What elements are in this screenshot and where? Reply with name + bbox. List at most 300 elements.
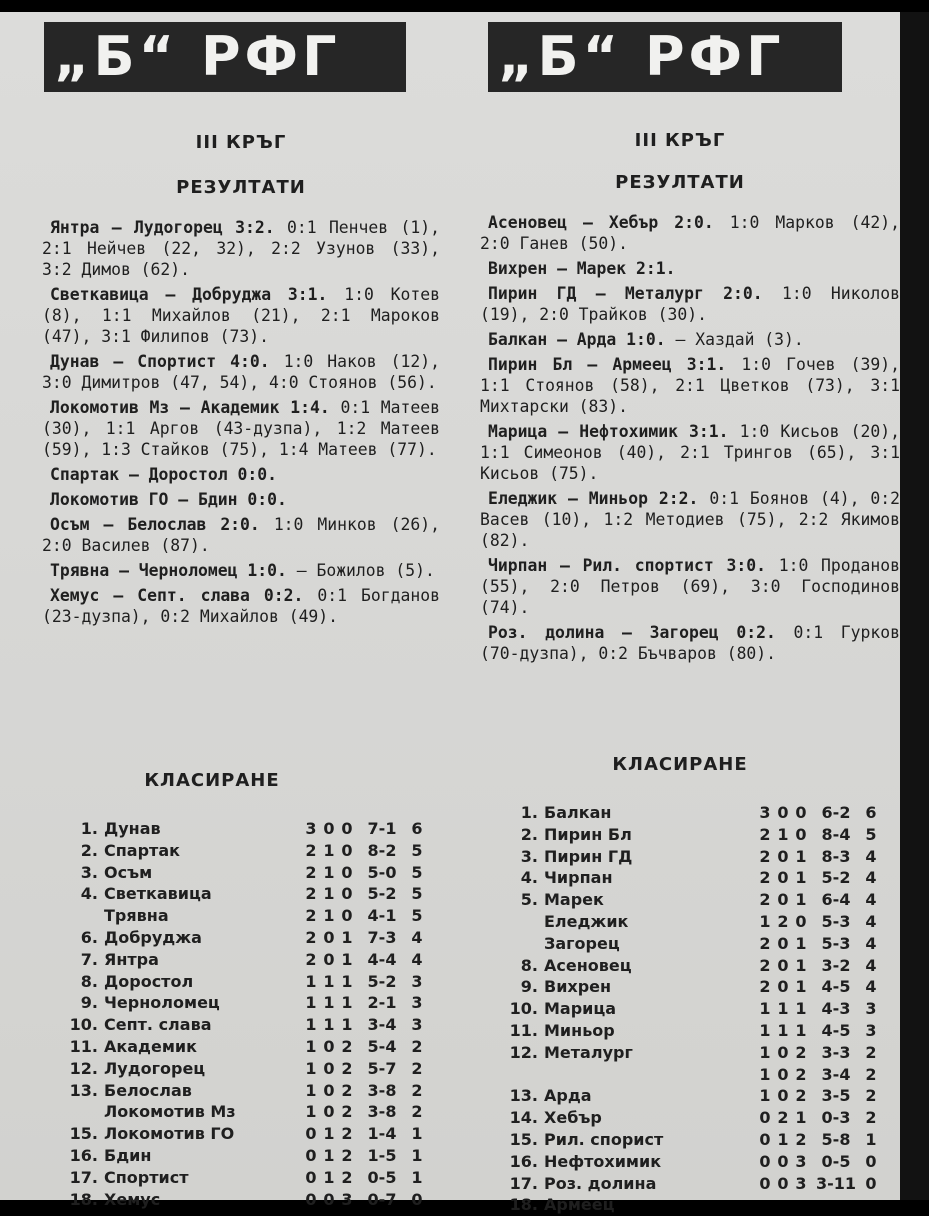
match-scorers: 1:0 Николов (19), 2:0 Трайков (30). [480,284,900,324]
match-scorers: 1:0 Наков (12), 3:0 Димитров (47, 54), 4:0 Стоянов (56). [42,352,440,392]
wins [756,1194,774,1216]
match-score: Балкан — Арда 1:0. [488,330,666,349]
standings-row [502,1194,880,1216]
match-score: Асеновец — Хебър 2:0. [488,213,714,232]
draws: 2 [777,911,789,931]
losses: 1 [341,1015,353,1035]
match-scorers: 0:1 Пенчев (1), 2:1 Нейчев (22, 32), 2:2 Узунов (33), 3:2 Димов (62). [42,218,440,279]
losses: 1 [795,890,807,910]
draws: 0 [777,1086,789,1106]
draws: 1 [323,993,335,1013]
standings-row [62,927,426,949]
match-scorers: 0:1 Гурков (70-дузпа), 0:2 Бъчваров (80). [480,623,900,663]
standings-row [502,867,880,889]
team-name: Доростол [104,971,194,991]
goal-difference: 1-4 [367,1124,397,1144]
match-scorers: 1:0 Котев (8), 1:1 Михайлов (21), 2:1 Мароков (47), 3:1 Филипов (73). [42,285,441,346]
position: 14. [509,1108,538,1128]
position: 12. [69,1058,98,1078]
team-name: Дунав [104,819,161,838]
standings-row [502,1151,880,1173]
standings-row [502,1042,880,1064]
losses: 1 [341,993,353,1013]
position: 18. [509,1195,538,1215]
goal-difference: 5-7 [367,1058,397,1078]
points: 4 [411,949,423,969]
standings-row [62,1189,426,1211]
goal-difference: 5-8 [821,1129,851,1149]
results-heading: РЕЗУЛТАТИ [615,172,745,193]
draws: 0 [777,868,789,888]
match-scorers: 0:1 Боянов (4), 0:2 Васев (10), 1:2 Методиев (75), 2:2 Якимов (82). [480,489,901,550]
draws: 0 [777,1042,789,1062]
losses: 1 [341,927,353,947]
standings-row [502,911,880,933]
points: 6 [865,803,877,822]
goal-difference: 8-2 [367,840,397,860]
points: 0 [865,1173,877,1193]
standings-row [502,955,880,977]
goal-difference: 4-3 [821,999,851,1019]
position: 4. [520,868,538,888]
match-score: Вихрен — Марек 2:1. [488,259,676,278]
draws: 0 [323,1058,335,1078]
position: 10. [509,999,538,1019]
points: 3 [865,1020,877,1040]
draws: 0 [323,1102,335,1122]
losses: 0 [341,819,353,838]
standings-row [502,1020,880,1042]
match-scorers: 1:0 Марков (42), 2:0 Ганев (50). [480,213,901,253]
position: 1. [80,819,98,838]
position: 9. [80,993,98,1013]
draws: 1 [323,1167,335,1187]
wins: 1 [759,1064,771,1084]
draws: 1 [323,906,335,926]
wins: 0 [759,1173,771,1193]
match-scorers: 0:1 Матеев (30), 1:1 Аргов (43-дузпа), 1:2 Матеев (59), 1:3 Стайков (75), 1:4 Матеев (77). [42,398,441,459]
wins: 1 [759,1020,771,1040]
position: 3. [520,846,538,866]
position: 17. [69,1167,98,1187]
position: 11. [509,1020,538,1040]
goal-difference: 5-2 [367,884,397,904]
draws: 0 [323,1189,335,1209]
team-name: Хемус [104,1189,161,1209]
losses [792,1194,810,1216]
points: 5 [411,862,423,882]
match-result [480,555,900,618]
team-name: Балкан [544,803,612,822]
standings-row [502,998,880,1020]
standings-table [62,818,426,1210]
losses: 0 [341,884,353,904]
position: 8. [520,955,538,975]
goal-difference: 3-11 [815,1173,857,1193]
draws: 1 [777,999,789,1019]
goal-difference: 7-3 [367,927,397,947]
team-name: Рил. спорист [544,1129,664,1149]
standings-row [502,1085,880,1107]
team-name: Хебър [544,1108,602,1128]
draws: 1 [323,1124,335,1144]
wins: 1 [759,911,771,931]
points: 2 [865,1086,877,1106]
match-scorers: — Божилов (5). [296,561,435,580]
draws: 0 [777,1151,789,1171]
wins: 1 [305,1015,317,1035]
goal-difference: 8-3 [821,846,851,866]
match-result [42,464,440,485]
match-result [480,283,900,325]
points: 1 [865,1129,877,1149]
match-score: Чирпан — Рил. спортист 3:0. [488,556,766,575]
match-result [42,585,440,627]
match-score: Спартак — Доростол 0:0. [50,465,277,484]
standings-row [62,905,426,927]
team-name: Спартак [104,840,180,860]
wins: 1 [305,993,317,1013]
team-name [544,1064,756,1086]
position: 2. [80,840,98,860]
standings-row [62,818,426,840]
losses: 1 [795,933,807,953]
losses: 0 [341,840,353,860]
team-name: Локомотив Мз [104,1102,236,1122]
goal-difference: 3-8 [367,1102,397,1122]
goal-difference: 3-4 [821,1064,851,1084]
team-name: Армеец [544,1195,615,1215]
wins: 3 [305,819,317,838]
points: 5 [411,906,423,926]
team-name: Еледжик [544,911,629,931]
draws: 0 [777,1173,789,1193]
wins: 2 [305,862,317,882]
wins: 1 [305,1036,317,1056]
goal-difference: 7-1 [367,819,397,838]
position: 16. [509,1151,538,1171]
match-result [42,560,440,581]
draws: 1 [777,1020,789,1040]
draws: 2 [777,1108,789,1128]
standings-row [502,976,880,998]
wins: 2 [759,977,771,997]
losses: 0 [341,862,353,882]
losses: 0 [795,911,807,931]
match-score: Локомотив ГО — Бдин 0:0. [50,490,287,509]
match-result [42,489,440,510]
draws: 0 [323,927,335,947]
points: 5 [865,824,877,844]
match-scorers: 1:0 Гочев (39), 1:1 Стоянов (58), 2:1 Цветков (73), 3:1 Михтарски (83). [480,355,900,416]
losses: 1 [795,1020,807,1040]
losses: 3 [341,1189,353,1209]
points: 1 [411,1124,423,1144]
match-score: Пирин Бл — Армеец 3:1. [488,355,727,374]
wins: 2 [759,955,771,975]
match-result [42,284,440,347]
goal-difference: 4-5 [821,1020,851,1040]
team-name: Локомотив ГО [104,1124,235,1144]
wins: 2 [759,890,771,910]
points: 2 [865,1108,877,1128]
losses: 2 [341,1167,353,1187]
standings-heading: КЛАСИРАНЕ [612,754,748,775]
match-score: Еледжик — Миньор 2:2. [488,489,699,508]
losses: 1 [795,1108,807,1128]
points: 3 [411,971,423,991]
draws: 1 [323,884,335,904]
points: 3 [411,1015,423,1035]
wins: 1 [305,1102,317,1122]
goal-difference: 6-2 [821,803,851,822]
position: 4. [80,884,98,904]
team-name: Марек [544,890,604,910]
draws: 0 [323,1080,335,1100]
position [502,911,544,933]
league-banner: „Б“ РФГ [44,22,406,92]
team-name: Бдин [104,1145,152,1165]
team-name: Чирпан [544,868,613,888]
points: 4 [865,911,877,931]
wins: 2 [305,927,317,947]
team-name: Спортист [104,1167,189,1187]
losses: 2 [341,1102,353,1122]
wins: 1 [759,999,771,1019]
wins: 0 [305,1167,317,1187]
standings-row [62,1101,426,1123]
wins: 2 [759,846,771,866]
position: 13. [69,1080,98,1100]
goal-difference: 5-2 [821,868,851,888]
position: 9. [520,977,538,997]
standings-row [502,802,880,824]
points: 4 [411,927,423,947]
losses: 1 [795,868,807,888]
match-scorers: 1:0 Проданов (55), 2:0 Петров (69), 3:0 Господинов (74). [480,556,900,617]
losses: 0 [795,824,807,844]
losses: 2 [795,1064,807,1084]
wins: 1 [759,1086,771,1106]
goal-difference: 3-4 [367,1015,397,1035]
team-name: Янтра [104,949,159,969]
goal-difference: 0-5 [821,1151,851,1171]
position: 7. [80,949,98,969]
standings-row [62,883,426,905]
team-name: Асеновец [544,955,632,975]
team-name: Арда [544,1086,592,1106]
goal-difference: 5-0 [367,862,397,882]
standings-row [502,933,880,955]
losses: 2 [341,1036,353,1056]
team-name: Осъм [104,862,153,882]
losses: 3 [795,1151,807,1171]
losses: 2 [341,1124,353,1144]
match-result [42,397,440,460]
position: 8. [80,971,98,991]
standings-row [62,949,426,971]
goal-difference [810,1194,862,1216]
team-name: Загорец [544,933,620,953]
position: 17. [509,1173,538,1193]
team-name: Миньор [544,1020,615,1040]
goal-difference: 0-7 [367,1189,397,1209]
match-result [480,258,900,279]
losses: 2 [341,1080,353,1100]
team-name: Пирин Бл [544,824,632,844]
losses: 2 [795,1129,807,1149]
team-name: Светкавица [104,884,212,904]
match-scorers: — Хаздай (3). [675,330,804,349]
goal-difference: 4-5 [821,977,851,997]
draws: 0 [323,1036,335,1056]
points: 3 [411,993,423,1013]
losses: 0 [795,803,807,822]
points: 1 [411,1145,423,1165]
goal-difference: 4-4 [367,949,397,969]
match-scorers: 1:0 Минков (26), 2:0 Василев (87). [42,515,440,555]
position [502,1064,544,1086]
goal-difference: 8-4 [821,824,851,844]
wins: 3 [759,803,771,822]
goal-difference: 3-8 [367,1080,397,1100]
points: 4 [865,868,877,888]
team-name: Нефтохимик [544,1151,662,1171]
standings-table [502,802,880,1216]
wins: 0 [305,1124,317,1144]
losses: 2 [341,1058,353,1078]
draws: 0 [777,890,789,910]
draws: 1 [323,840,335,860]
newspaper-page [0,12,901,1215]
points: 2 [865,1064,877,1084]
points: 5 [411,884,423,904]
goal-difference: 3-5 [821,1086,851,1106]
standings-row [502,824,880,846]
team-name: Белослав [104,1080,192,1100]
match-score: Трявна — Черноломец 1:0. [50,561,287,580]
draws: 0 [777,933,789,953]
points: 4 [865,846,877,866]
draws: 1 [323,862,335,882]
match-score: Пирин ГД — Металург 2:0. [488,284,763,303]
match-result [480,354,900,417]
wins: 2 [759,868,771,888]
goal-difference: 5-2 [367,971,397,991]
team-name: Лудогорец [104,1058,206,1078]
goal-difference: 1-5 [367,1145,397,1165]
position: 13. [509,1086,538,1106]
match-scorers: 1:0 Кисьов (20), 1:1 Симеонов (40), 2:1 Трингов (65), 3:1 Кисьов (75). [480,422,900,483]
points [862,1194,880,1216]
points: 0 [411,1189,423,1209]
losses: 1 [341,949,353,969]
goal-difference: 5-3 [821,933,851,953]
position: 1. [520,803,538,822]
position: 6. [80,927,98,947]
match-scorers: 0:1 Богданов (23-дузпа), 0:2 Михайлов (49). [42,586,440,626]
points: 2 [411,1036,423,1056]
wins: 0 [305,1145,317,1165]
draws: 1 [323,1015,335,1035]
team-name: Черноломец [104,993,220,1013]
match-result [480,622,900,664]
goal-difference: 0-5 [367,1167,397,1187]
points: 6 [411,819,423,838]
match-result [480,488,900,551]
draws: 0 [777,977,789,997]
standings-row [502,1107,880,1129]
standings-row [62,971,426,993]
standings-row [62,1123,426,1145]
position: 3. [80,862,98,882]
match-score: Марица — Нефтохимик 3:1. [488,422,729,441]
points: 2 [411,1102,423,1122]
position: 2. [520,824,538,844]
position: 5. [520,890,538,910]
match-score: Светкавица — Добруджа 3:1. [50,285,328,304]
match-score: Хемус — Септ. слава 0:2. [50,586,304,605]
losses: 3 [795,1173,807,1193]
goal-difference: 4-1 [367,906,397,926]
points: 1 [411,1167,423,1187]
round-heading: III КРЪГ [195,132,287,153]
team-name: Марица [544,999,617,1019]
match-result [480,329,900,350]
standings-row [62,1167,426,1189]
points: 0 [865,1151,877,1171]
wins: 0 [759,1108,771,1128]
match-result [480,212,900,254]
match-score: Роз. долина — Загорец 0:2. [488,623,776,642]
position: 18. [69,1189,98,1209]
losses: 1 [795,846,807,866]
wins: 0 [305,1189,317,1209]
standings-row [62,840,426,862]
position: 15. [69,1124,98,1144]
draws: 0 [777,955,789,975]
team-name: Академик [104,1036,197,1056]
draws: 0 [777,1064,789,1084]
losses: 2 [795,1086,807,1106]
match-result [42,217,440,280]
draws: 1 [323,971,335,991]
match-score: Локомотив Мз — Академик 1:4. [50,398,330,417]
losses: 1 [795,955,807,975]
points: 2 [411,1080,423,1100]
goal-difference: 0-3 [821,1108,851,1128]
points: 4 [865,890,877,910]
standings-row [62,1014,426,1036]
standings-row [62,1036,426,1058]
losses: 1 [341,971,353,991]
wins: 1 [305,971,317,991]
goal-difference: 5-4 [367,1036,397,1056]
draws: 1 [777,1129,789,1149]
standings-row [62,992,426,1014]
match-score: Янтра — Лудогорец 3:2. [50,218,275,237]
wins: 1 [305,1080,317,1100]
standings-row [502,1129,880,1151]
team-name: Роз. долина [544,1173,657,1193]
page-edge [900,12,929,1200]
points: 2 [865,1042,877,1062]
goal-difference: 5-3 [821,911,851,931]
points: 4 [865,977,877,997]
wins: 2 [305,840,317,860]
points: 3 [865,999,877,1019]
standings-row [502,1064,880,1086]
